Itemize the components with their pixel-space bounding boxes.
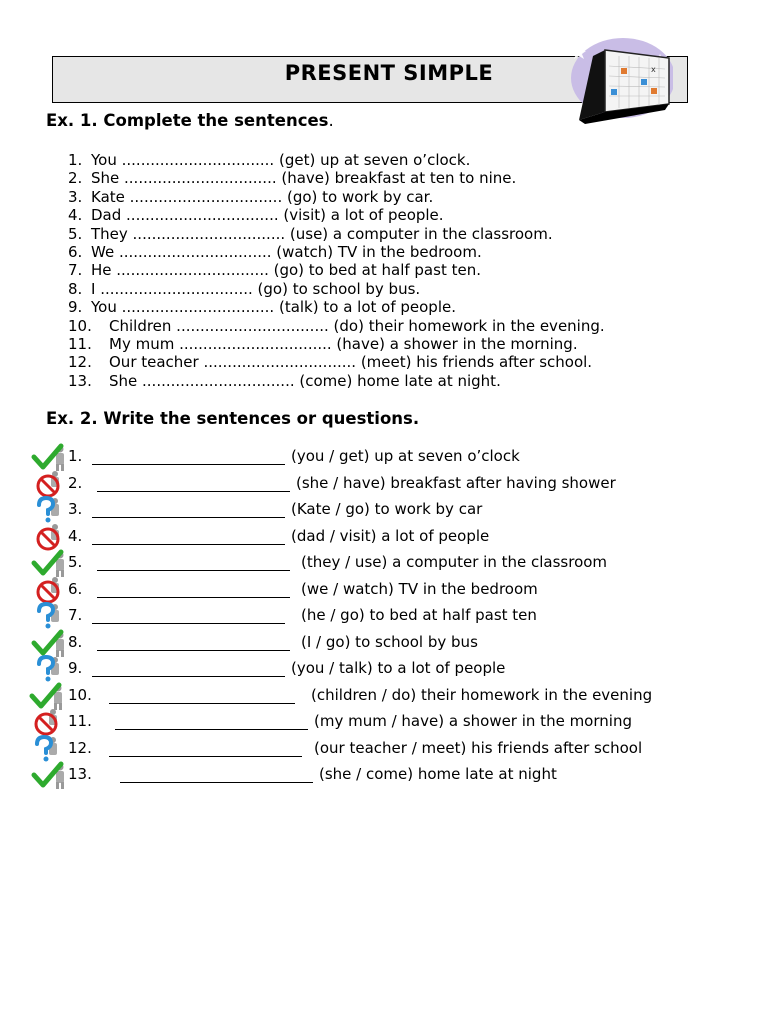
answer-blank[interactable]: [92, 605, 285, 624]
list-item: 5. They ................................ (use) a computer in the classroom.: [68, 224, 553, 243]
answer-blank[interactable]: [97, 579, 290, 598]
prohibited-icon: [29, 707, 65, 737]
page-title: PRESENT SIMPLE: [284, 61, 494, 85]
list-item: 1. You ................................ (get) up at seven o’clock.: [68, 151, 471, 169]
list-item: 6. We ................................ (watch) TV in the bedroom.: [68, 242, 482, 261]
check-icon: [31, 628, 67, 658]
list-item: 2. (she / have) breakfast after having shower: [0, 473, 768, 500]
list-item: 11. My mum ................................ (have) a shower in the morning.: [68, 334, 578, 353]
question-icon: [31, 601, 67, 631]
answer-blank[interactable]: [92, 526, 285, 545]
question-icon: [31, 495, 67, 525]
list-item: 7. He ................................ (go) to bed at half past ten.: [68, 261, 481, 280]
calendar-icon: [565, 36, 673, 126]
list-item: 2. She ................................ (have) breakfast at ten to nine.: [68, 169, 517, 188]
list-item: 13. (she / come) home late at night: [0, 764, 768, 791]
list-item: 5. (they / use) a computer in the classroom: [0, 552, 768, 579]
answer-blank[interactable]: [92, 499, 285, 518]
list-item: 1. (you / get) up at seven o’clock: [0, 446, 768, 473]
list-item: 12. (our teacher / meet) his friends after school: [0, 738, 768, 765]
answer-blank[interactable]: [120, 764, 313, 783]
ex1-list: [68, 151, 748, 390]
check-icon: [29, 681, 65, 711]
list-item: 3. Kate ................................ (go) to work by car.: [68, 187, 434, 206]
prohibited-icon: [31, 575, 67, 605]
answer-blank[interactable]: [97, 632, 290, 651]
answer-blank[interactable]: [97, 473, 290, 492]
answer-blank[interactable]: [97, 552, 290, 571]
answer-blank[interactable]: [92, 446, 285, 465]
question-icon: [29, 734, 65, 764]
answer-blank[interactable]: [115, 711, 308, 730]
prohibited-icon: [31, 469, 67, 499]
prohibited-icon: [31, 522, 67, 552]
question-icon: [31, 654, 67, 684]
ex2-list: [0, 446, 768, 791]
list-item: 3. (Kate / go) to work by car: [0, 499, 768, 526]
answer-blank[interactable]: [109, 738, 302, 757]
list-item: 10. (children / do) their homework in the evening: [0, 685, 768, 712]
list-item: 8. (I / go) to school by bus: [0, 632, 768, 659]
list-item: 12. Our teacher ................................ (meet) his friends after school.: [68, 353, 593, 372]
answer-blank[interactable]: [109, 685, 295, 704]
list-item: 8. I ................................ (go) to school by bus.: [68, 279, 421, 298]
ex1-heading: Ex. 1. Complete the sentences.: [46, 111, 334, 130]
answer-blank[interactable]: [92, 658, 285, 677]
check-icon: [31, 548, 67, 578]
list-item: 4. (dad / visit) a lot of people: [0, 526, 768, 553]
list-item: 9. (you / talk) to a lot of people: [0, 658, 768, 685]
list-item: 9. You ................................ (talk) to a lot of people.: [68, 298, 456, 317]
check-icon: [31, 760, 67, 790]
check-icon: [31, 442, 67, 472]
svg-text:x: x: [651, 65, 656, 74]
list-item: 4. Dad ................................ (visit) a lot of people.: [68, 206, 444, 225]
list-item: 10. Children ................................ (do) their homework in the evening.: [68, 316, 605, 335]
list-item: 7. (he / go) to bed at half past ten: [0, 605, 768, 632]
ex2-heading: Ex. 2. Write the sentences or questions.: [46, 409, 420, 428]
list-item: 13. She ................................ (come) home late at night.: [68, 371, 501, 390]
list-item: 6. (we / watch) TV in the bedroom: [0, 579, 768, 606]
list-item: 11. (my mum / have) a shower in the morning: [0, 711, 768, 738]
